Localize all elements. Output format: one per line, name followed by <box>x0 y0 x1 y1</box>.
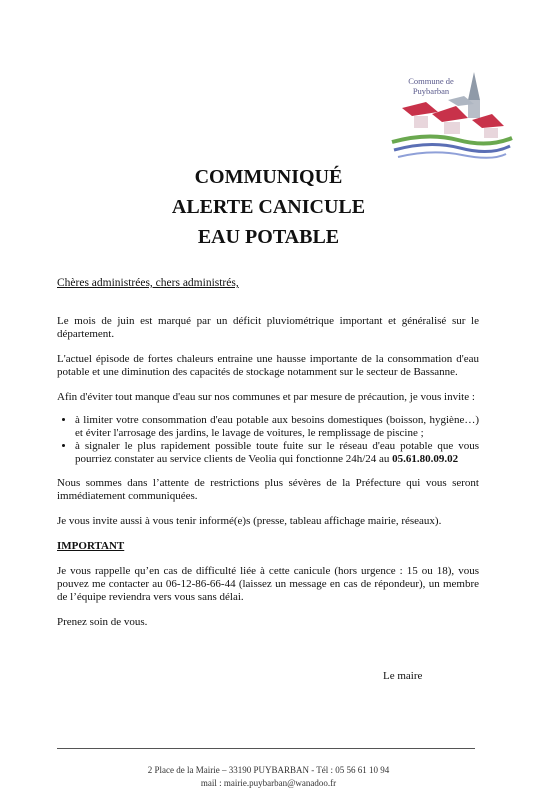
footer-email: mail : mairie.puybarban@wanadoo.fr <box>200 778 337 788</box>
bullet-2-text: à signaler le plus rapidement possible toute fuite sur le réseau d'eau potable que vous pourriez constater au service clients de Veolia qui fonctionne 24h/24 au <box>75 440 479 465</box>
recommendations-list <box>57 414 479 466</box>
signature: Le maire <box>383 670 423 682</box>
logo-text <box>400 76 462 96</box>
paragraph-4: Nous sommes dans l’attente de restrictions plus sévères de la Préfecture qui vous seront immédiatement communiquées. <box>57 477 479 502</box>
paragraph-5: Je vous invite aussi à vous tenir informé(e)s (presse, tableau affichage mairie, réseaux). <box>57 515 442 527</box>
title-line-3: EAU POTABLE <box>197 226 340 248</box>
document-title <box>0 162 537 252</box>
veolia-phone: 05.61.80.09.02 <box>392 453 459 465</box>
title-line-2: ALERTE CANICULE <box>171 196 366 218</box>
salutation: Chères administrées, chers administrés, <box>57 277 239 289</box>
paragraph-3: Afin d'éviter tout manque d'eau sur nos communes et par mesure de précaution, je vous invite : <box>57 391 475 403</box>
list-item <box>75 440 479 466</box>
document-body <box>57 277 479 641</box>
list-item: • à limiter votre consommation d'eau potable aux besoins domestiques (boisson, hygiène…) et éviter l'arrosage des jardins, le lavage de voitures, le remplissage de piscine ; <box>75 414 479 440</box>
logo-line-1: Commune de <box>408 76 454 86</box>
paragraph-6: Je vous rappelle qu’en cas de difficulté liée à cette canicule (hors urgence : 15 ou 18), vous pouvez me contacter au 06-12-86-66-44 (laissez un message en cas de répondeur), un membre de l’équipe reviendra vers vous sans délai. <box>57 565 479 603</box>
logo-line-2: Puybarban <box>412 86 450 96</box>
footer <box>0 764 537 790</box>
paragraph-7: Prenez soin de vous. <box>57 616 148 628</box>
paragraph-1: Le mois de juin est marqué par un déficit pluviométrique important et généralisé sur le département. <box>57 315 479 340</box>
important-heading: IMPORTANT <box>57 540 125 552</box>
footer-address: 2 Place de la Mairie – 33190 PUYBARBAN - Tél : 05 56 61 10 94 <box>147 765 390 775</box>
title-line-1: COMMUNIQUÉ <box>194 166 343 188</box>
footer-divider <box>57 748 475 749</box>
commune-logo <box>388 70 514 165</box>
paragraph-2: L'actuel épisode de fortes chaleurs entraine une hausse importante de la consommation d'eau potable et une diminution des capacités de stockage notamment sur le secteur de Bassanne. <box>57 353 479 378</box>
